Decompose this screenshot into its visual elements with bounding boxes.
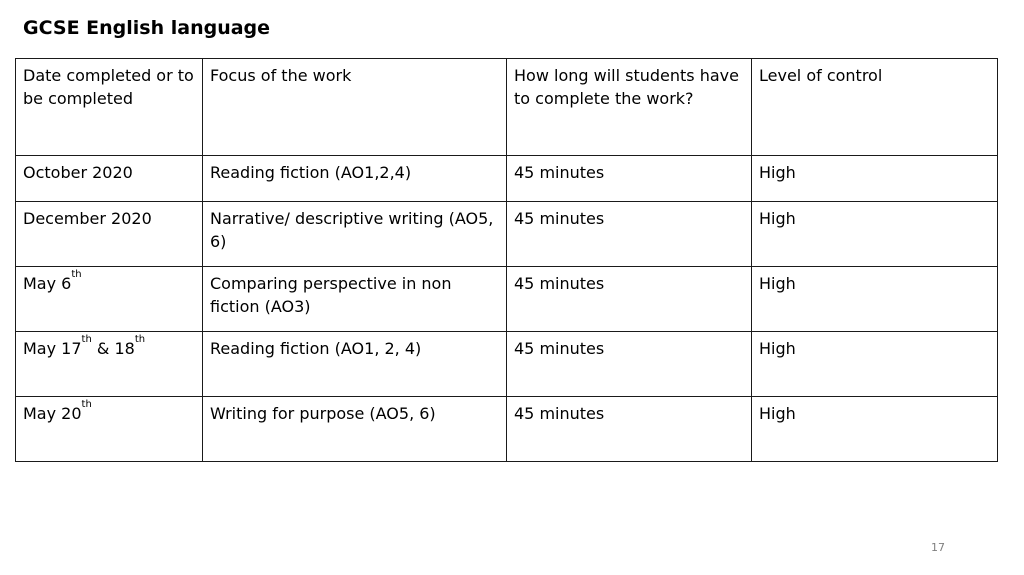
control-cell: High (752, 156, 998, 202)
date-suffix: th (81, 399, 92, 410)
table-row (16, 156, 998, 202)
duration-cell: 45 minutes (507, 332, 752, 397)
control-cell: High (752, 202, 998, 267)
date-cell (16, 332, 203, 397)
date-cell (16, 267, 203, 332)
duration-cell: 45 minutes (507, 156, 752, 202)
table-header-row (16, 59, 998, 156)
date-cell (16, 202, 203, 267)
header-focus: Focus of the work (203, 59, 507, 156)
date-text-second: & 18 (91, 339, 135, 358)
date-text: December 2020 (23, 209, 152, 228)
duration-cell: 45 minutes (507, 267, 752, 332)
date-suffix: th (81, 334, 92, 345)
date-suffix: th (71, 269, 82, 280)
table-row (16, 397, 998, 462)
focus-cell: Writing for purpose (AO5, 6) (203, 397, 507, 462)
date-cell (16, 397, 203, 462)
assessment-schedule-table (15, 58, 998, 462)
date-text: May 17 (23, 339, 82, 358)
date-text: October 2020 (23, 163, 133, 182)
focus-cell: Reading fiction (AO1, 2, 4) (203, 332, 507, 397)
focus-cell: Reading fiction (AO1,2,4) (203, 156, 507, 202)
header-date: Date completed or to be completed (16, 59, 203, 156)
control-cell: High (752, 332, 998, 397)
header-control: Level of control (752, 59, 998, 156)
focus-cell: Narrative/ descriptive writing (AO5, 6) (203, 202, 507, 267)
date-suffix-second: th (134, 334, 146, 345)
table-row (16, 267, 998, 332)
page-number: 17 (931, 541, 945, 554)
date-text: May 6 (23, 274, 72, 293)
control-cell: High (752, 267, 998, 332)
date-text: May 20 (23, 404, 82, 423)
duration-cell: 45 minutes (507, 397, 752, 462)
control-cell: High (752, 397, 998, 462)
focus-cell: Comparing perspective in non fiction (AO3) (203, 267, 507, 332)
header-duration: How long will students have to complete the work? (507, 59, 752, 156)
date-cell (16, 156, 203, 202)
slide-title: GCSE English language (23, 17, 271, 39)
table-row (16, 332, 998, 397)
table-row (16, 202, 998, 267)
duration-cell: 45 minutes (507, 202, 752, 267)
